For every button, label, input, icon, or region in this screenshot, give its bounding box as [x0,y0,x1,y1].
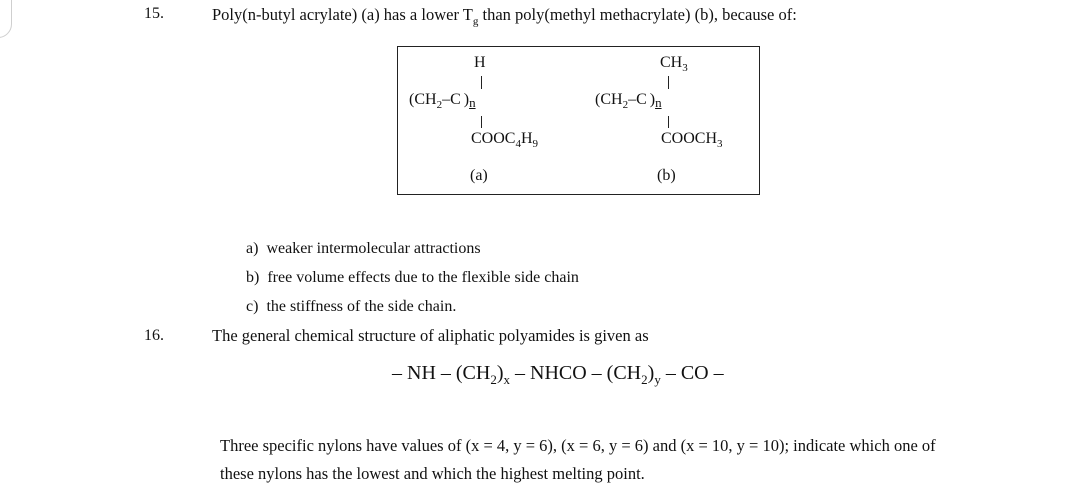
q15-text-after: than poly(methyl methacrylate) (b), because of: [478,5,797,24]
structure-b-upper-bond [668,76,669,89]
structure-a-chain [409,91,476,111]
a-chain-sub: 2 [436,99,443,112]
a-side-group: COOC [471,130,516,147]
a-side-mid: H [520,130,533,147]
structure-a-side-group [471,130,538,150]
tg-subscript: g [472,15,479,28]
structure-b-chain [595,91,662,111]
formula-sub-x: x [503,372,511,387]
option-a [246,240,481,258]
b-top-group: CH [660,54,683,71]
q15-text-before: Poly(n-butyl acrylate) (a) has a lower T [212,5,473,24]
structure-b-top-group [660,54,688,74]
structure-a-lower-bond [481,116,482,128]
structure-b-side-group [661,130,723,150]
formula-part-1: – NH – (CH [392,362,491,384]
option-b-letter: b) [246,269,260,286]
a-chain-mid: –C [442,91,461,108]
structure-a-top-group: H [474,54,486,71]
a-side-sub2: 9 [532,138,539,151]
option-c-letter: c) [246,298,259,315]
a-chain-open: (CH [409,91,437,108]
b-side-group: COOCH [661,130,718,147]
structure-figure-box [397,46,760,195]
question-16-paragraph-line-1: Three specific nylons have values of (x = 4, y = 6), (x = 6, y = 6) and (x = 10, y = 10); indicate which one of [220,436,936,455]
structure-b-lower-bond [668,116,669,128]
question-16-paragraph-line-2: these nylons has the lowest and which the highest melting point. [220,464,645,483]
option-b [246,269,579,287]
option-b-text: free volume effects due to the flexible side chain [267,269,579,286]
formula-part-3: – NHCO – (CH [510,362,642,384]
option-a-text: weaker intermolecular attractions [266,240,481,257]
structure-b-caption: (b) [657,167,676,184]
structure-a-caption: (a) [470,167,488,184]
b-chain-sub: 2 [622,99,629,112]
b-chain-mid: –C [628,91,647,108]
formula-sub-1: 2 [490,372,497,387]
formula-sub-3: 2 [641,372,648,387]
question-16-number: 16. [144,327,164,344]
structure-a-upper-bond [481,76,482,89]
formula-part-5: – CO – [660,362,724,384]
b-chain-open: (CH [595,91,623,108]
formula-part-2: ) [496,362,504,384]
b-side-sub: 3 [717,138,723,151]
option-c-text: the stiffness of the side chain. [266,298,457,315]
page-corner-decoration [0,0,12,38]
b-chain-close: ) [649,91,656,108]
question-15-text [212,5,797,27]
b-repeat-n: n [655,95,662,110]
b-top-sub: 3 [682,62,688,75]
question-15-number: 15. [144,5,164,22]
formula-sub-y: y [654,372,661,387]
option-c [246,298,456,316]
a-repeat-n: n [469,95,476,110]
formula-part-4: ) [647,362,655,384]
a-chain-close: ) [463,91,470,108]
question-16-text: The general chemical structure of aliphatic polyamides is given as [212,326,649,345]
option-a-letter: a) [246,240,259,257]
a-side-sub1: 4 [515,138,521,151]
polyamide-formula [392,362,724,388]
